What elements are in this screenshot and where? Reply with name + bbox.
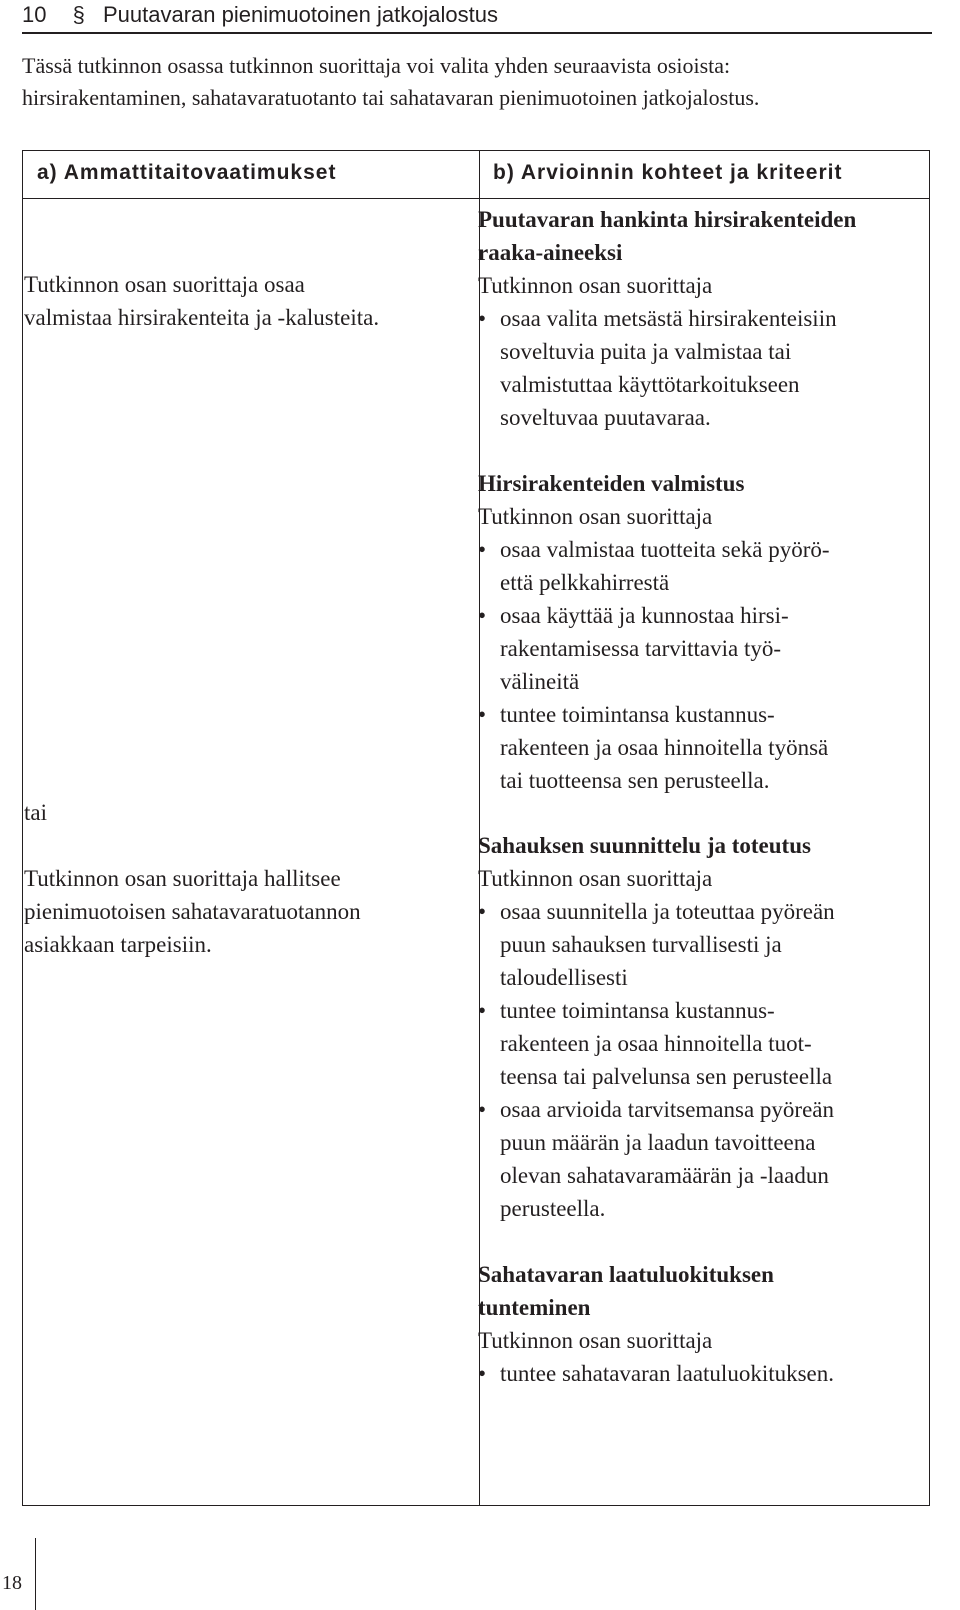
- text-line: valmistaa hirsirakenteita ja -kalusteita.: [24, 305, 380, 330]
- list-item: [478, 994, 898, 1093]
- requirement-or: [24, 796, 444, 829]
- text-line: puun määrän ja laadun tavoitteena: [500, 1130, 816, 1155]
- text-line: olevan sahatavaramäärän ja -laadun: [500, 1163, 829, 1188]
- list-item: [478, 698, 898, 797]
- section-title-line: tunteminen: [478, 1295, 591, 1320]
- text-line: • osaa suunnitella ja toteuttaa pyöreän: [500, 899, 835, 924]
- text-line: • tuntee toimintansa kustannus-: [500, 998, 775, 1023]
- intro-line: Tässä tutkinnon osassa tutkinnon suorittaja voi valita yhden seuraavista osioista:: [22, 53, 731, 78]
- intro-line: hirsirakentaminen, sahatavaratuotanto tai sahatavaran pienimuotoinen jatkojalostus.: [22, 85, 760, 110]
- text-line: tai tuotteensa sen perusteella.: [500, 768, 770, 793]
- text-line: pienimuotoisen sahatavaratuotannon: [24, 899, 361, 924]
- list-item: [478, 1093, 898, 1225]
- section-title-line: Hirsirakenteiden valmistus: [478, 471, 745, 496]
- text-line: taloudellisesti: [500, 965, 628, 990]
- section-title-line: Sahauksen suunnittelu ja toteutus: [478, 833, 811, 858]
- section-lead: Tutkinnon osan suorittaja: [478, 866, 713, 891]
- text-line: soveltuvia puita ja valmistaa tai: [500, 339, 792, 364]
- text-line: rakentamisessa tarvittavia työ-: [500, 636, 782, 661]
- list-item: [478, 302, 898, 434]
- intro-paragraph: [22, 50, 942, 114]
- criteria-list: [478, 302, 898, 434]
- text-line: että pelkkahirrestä: [500, 570, 670, 595]
- page-number: 18: [0, 1538, 36, 1610]
- section-title-line: Sahatavaran laatuluokituksen: [478, 1262, 774, 1287]
- criteria-section-sawing: [478, 829, 898, 1225]
- header-divider: [23, 198, 929, 199]
- criteria-section-raw-material: [478, 203, 898, 434]
- text-line: • osaa käyttää ja kunnostaa hirsi-: [500, 603, 789, 628]
- column-header-a: a) Ammattitaitovaatimukset: [37, 161, 337, 184]
- text-line: • tuntee toimintansa kustannus-: [500, 702, 775, 727]
- section-lead: Tutkinnon osan suorittaja: [478, 504, 713, 529]
- list-item: [478, 533, 898, 599]
- text-line: puun sahauksen turvallisesti ja: [500, 932, 782, 957]
- text-line: Tutkinnon osan suorittaja osaa: [24, 272, 305, 297]
- text-line: rakenteen ja osaa hinnoitella tuot-: [500, 1031, 812, 1056]
- criteria-section-log-manufacturing: [478, 467, 898, 797]
- list-item: [478, 1357, 898, 1390]
- text-line: Tutkinnon osan suorittaja hallitsee: [24, 866, 341, 891]
- text-line: • osaa arvioida tarvitsemansa pyöreän: [500, 1097, 835, 1122]
- criteria-list: [478, 895, 898, 1225]
- text-line: soveltuvaa puutavaraa.: [500, 405, 711, 430]
- text-line: • tuntee sahatavaran laatuluokituksen.: [500, 1361, 835, 1386]
- requirement-2: [24, 862, 444, 961]
- chapter-title: Puutavaran pienimuotoinen jatkojalostus: [102, 2, 499, 27]
- chapter-number: 10: [22, 2, 47, 27]
- text-line: asiakkaan tarpeisiin.: [24, 932, 212, 957]
- text-line: perusteella.: [500, 1196, 606, 1221]
- section-title-line: Puutavaran hankinta hirsirakenteiden: [478, 207, 857, 232]
- list-item: [478, 895, 898, 994]
- criteria-list: [478, 1357, 898, 1390]
- running-header: [22, 0, 932, 34]
- or-label: tai: [24, 800, 47, 825]
- requirement-1: [24, 268, 444, 334]
- section-lead: Tutkinnon osan suorittaja: [478, 1328, 713, 1353]
- text-line: valmistuttaa käyttötarkoitukseen: [500, 372, 800, 397]
- column-header-b: b) Arvioinnin kohteet ja kriteerit: [493, 161, 843, 184]
- text-line: teensa tai palvelunsa sen perusteella: [500, 1064, 833, 1089]
- section-title-line: raaka-aineeksi: [478, 240, 623, 265]
- list-item: [478, 599, 898, 698]
- criteria-list: [478, 533, 898, 797]
- criteria-section-grading: [478, 1258, 898, 1390]
- section-lead: Tutkinnon osan suorittaja: [478, 273, 713, 298]
- text-line: • osaa valita metsästä hirsirakenteisiin: [500, 306, 837, 331]
- text-line: välineitä: [500, 669, 580, 694]
- text-line: rakenteen ja osaa hinnoitella työnsä: [500, 735, 829, 760]
- text-line: • osaa valmistaa tuotteita sekä pyörö-: [500, 537, 830, 562]
- section-sign-icon: §: [72, 2, 85, 27]
